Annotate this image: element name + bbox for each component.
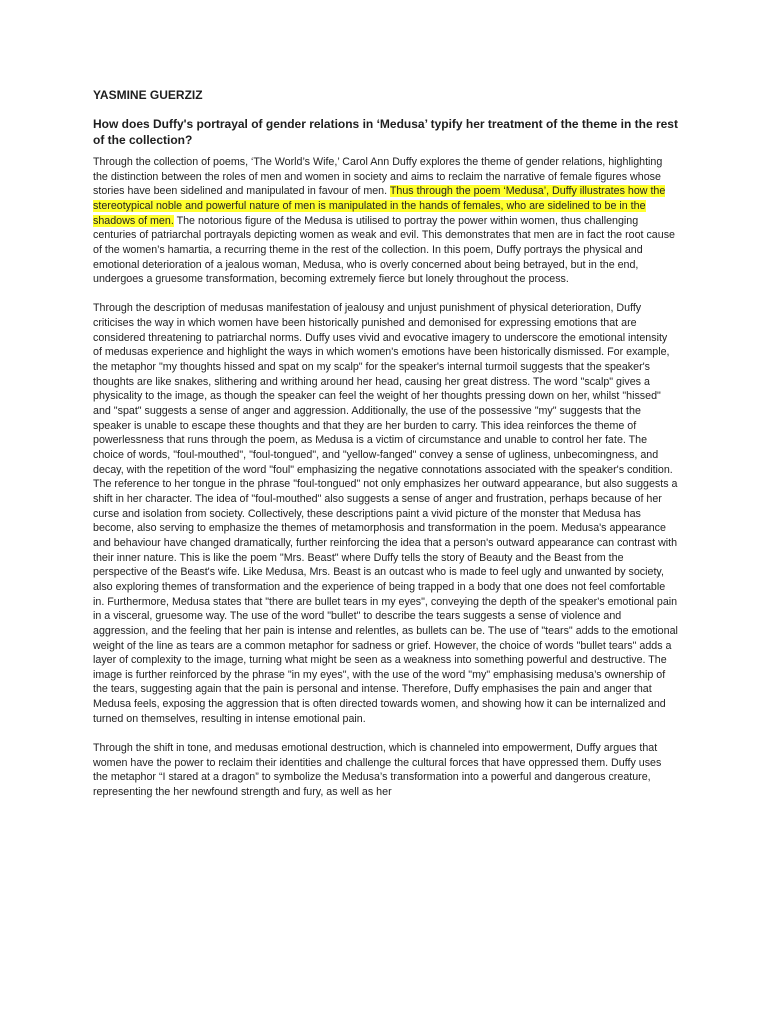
highlighted-text: Thus through the poem ‘Medusa’, Duffy illustrates how the stereotypical noble and powerful nature of men is manipulated in the hands of females, who are sidelined to be in the shadows of men. — [93, 185, 666, 227]
essay-question: How does Duffy's portrayal of gender relations in ‘Medusa’ typify her treatment of the theme in the rest of the collection? — [93, 117, 678, 147]
author-name: YASMINE GUERZIZ — [93, 88, 203, 102]
paragraph-body: Through the description of medusas manifestation of jealousy and unjust punishment of physical deterioration, Duffy criticises the way in which women have been historically punished and demonised for expressing emotions that are considered threatening to patriarchal norms. Duffy uses vivid and evocative imagery to underscore the emotional intensity of medusas experience and highlight the ways in which women's emotions have been historically dismissed. For example, the metaphor "my thoughts hissed and spat on my scalp" for the speaker's internal turmoil suggests that the speaker's thoughts are like snakes, slithering and writhing around her head, causing her great distress. The word "scalp" gives a physicality to the image, as though the speaker can feel the weight of her thoughts pressing down on her, whilst "hissed" and "spat" suggests a sense of anger and aggression. Additionally, the use of the possessive "my" suggests that the speaker is unable to escape these thoughts and that they are her burden to carry. This idea reinforces the theme of powerlessness that runs through the poem, as Medusa is a victim of circumstance and unable to control her fate. The choice of words, "foul-mouthed", "foul-tongued", and "yellow-fanged" convey a sense of ugliness, unbecomingness, and decay, with the repetition of the word "foul" emphasizing the negative connotations associated with the speaker's condition. The reference to her tongue in the phrase "foul-tongued" not only emphasizes her outward appearance, but also suggests a shift in her character. The idea of "foul-mouthed" also suggests a sense of anger and frustration, perhaps because of her curse and isolation from society. Collectively, these descriptions paint a vivid picture of the monster that Medusa has become, also serving to emphasize the themes of metamorphosis and transformation in the poem. Medusa's appearance and behaviour have changed dramatically, further reinforcing the idea that a person's outward appearance can contrast with their inner nature. This is like the poem "Mrs. Beast" where Duffy tells the story of Beauty and the Beast from the perspective of the Beast's wife. Like Medusa, Mrs. Beast is an outcast who is made to feel ugly and unwanted by society, also exploring themes of transformation and the experience of being trapped in a body that one does not feel comfortable in. Furthermore, Medusa states that "there are bullet tears in my eyes", conveying the depth of the speaker's emotional pain in a visceral, gruesome way. The use of the word "bullet" to describe the tears suggests a sense of violence and aggression, and the feeling that her pain is intense and relentles, as bullets can be. The use of "tears" adds to the emotional weight of the line as tears are a common metaphor for sadness or grief. However, the choice of words "bullet tears" adds a layer of complexity to the image, turning what might be seen as a weakness into something powerful and destructive. The image is further reinforced by the phrase "in my eyes", with the use of the word "my" emphasising medusa’s ownership of the tears, suggesting again that the pain is personal and intense. Therefore, Duffy emphasises the pain and anger that Medusa feels, exposing the aggression that is often directed towards women, and showing how it can be internalized and turned on themselves, resulting in intense emotional pain. — [93, 302, 678, 725]
paragraph-shift: Through the shift in tone, and medusas emotional destruction, which is channeled into empowerment, Duffy argues that women have the power to reclaim their identities and challenge the cultural forces that have oppressed them. Duffy uses the metaphor “I stared at a dragon” to symbolize the Medusa’s transformation into a powerful and dangerous creature, representing the her newfound strength and fury, as well as her — [93, 741, 662, 798]
paragraph-intro — [93, 155, 678, 287]
document-page — [93, 86, 678, 813]
paragraph-intro-text: Through the collection of poems, ‘The World’s Wife,’ Carol Ann Duffy explores the theme of gender relations, highlighting the distinction between the roles of men and women in society and aims to reclaim the narrative of female figures whose stories have been sidelined and manipulated in favour of men. — [93, 156, 663, 198]
paragraph-intro-text-continued: The notorious figure of the Medusa is utilised to portray the power within women, thus challenging centuries of patriarchal portrayals depicting women as weak and evil. This demonstrates that men are in fact the root cause of the women’s hamartia, a recurring theme in the rest of the collection. In this poem, Duffy portrays the physical and emotional deterioration of a jealous woman, Medusa, who is overly concerned about being betrayed, but in the end, undergoes a gruesome transformation, becoming extremely fierce but lonely throughout the process. — [93, 214, 675, 286]
